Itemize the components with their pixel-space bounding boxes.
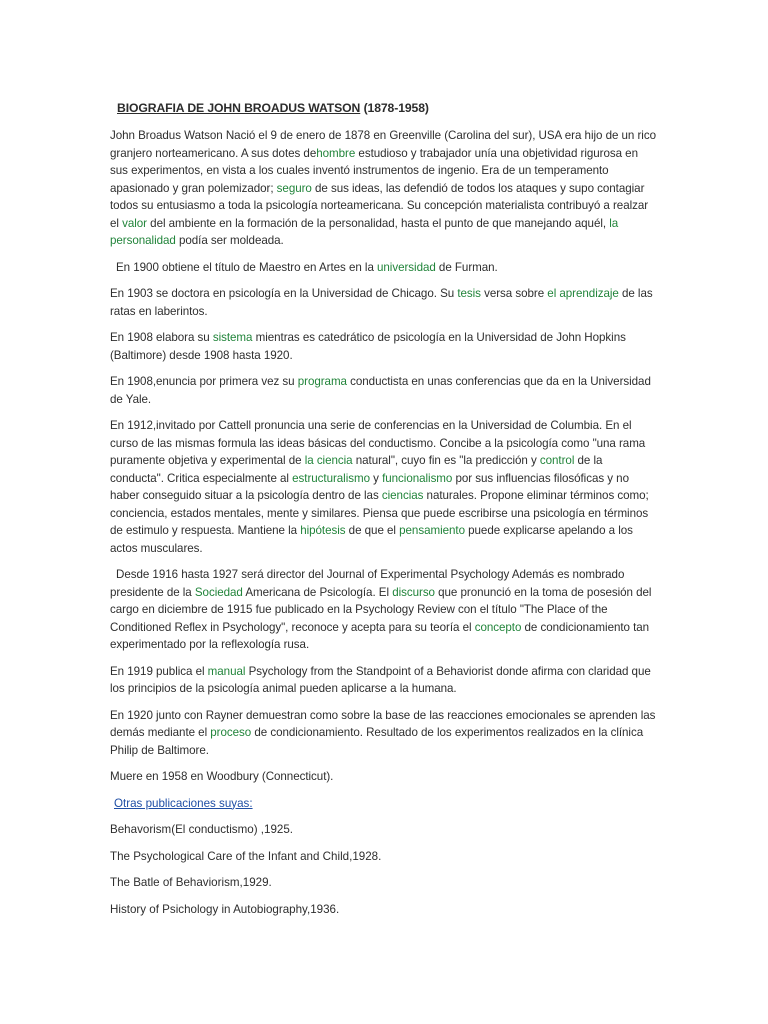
biography-paragraph: [110, 285, 658, 320]
paragraph-text: Desde 1916 hasta 1927 será director del Journal of Experimental Psychology Además es nombrado presidente de la: [110, 568, 625, 599]
paragraph-text: Psychology from the Standpoint of a Behaviorist donde afirma con claridad que los principios de la psicología animal pueden aplicarse a la humana.: [110, 664, 651, 695]
title-years: (1878-1958): [363, 101, 429, 115]
paragraph-text: y: [369, 471, 383, 485]
paragraph-text: versa sobre: [480, 287, 548, 300]
biography-paragraph: [110, 373, 658, 408]
paragraph-text: Americana de Psicología. El: [242, 585, 393, 599]
inline-link[interactable]: concepto: [474, 620, 522, 634]
paragraph-text: En 1903 se doctora en psicología en la Universidad de Chicago. Su: [110, 287, 458, 300]
biography-paragraph: [110, 663, 658, 698]
biography-paragraph: [110, 417, 658, 557]
publication-item: The Psychological Care of the Infant and Child,1928.: [110, 849, 382, 863]
inline-link[interactable]: hombre: [316, 146, 356, 160]
inline-link[interactable]: valor: [122, 216, 147, 230]
publication-item: Behavorism(El conductismo) ,1925.: [110, 823, 294, 836]
inline-link[interactable]: la ciencia: [304, 454, 353, 467]
biography-paragraph: [110, 707, 658, 760]
inline-link[interactable]: Sociedad: [194, 585, 243, 599]
paragraph-text: puede explicarse apelando a los actos musculares.: [110, 524, 633, 555]
publications-heading-text[interactable]: Otras publicaciones suyas:: [114, 796, 253, 810]
paragraph-text: En 1908 elabora su: [110, 331, 213, 344]
inline-link[interactable]: pensamiento: [399, 524, 465, 537]
publications-heading: [110, 795, 658, 813]
paragraph-text: podía ser moldeada.: [175, 234, 284, 247]
title-name: BIOGRAFIA DE JOHN BROADUS WATSON: [117, 101, 361, 115]
inline-link[interactable]: la personalidad: [110, 216, 619, 247]
paragraph-text: En 1900 obtiene el título de Maestro en Artes en la: [116, 260, 378, 274]
paragraph-text: Muere en 1958 en Woodbury (Connecticut).: [110, 770, 334, 783]
paragraph-text: natural", cuyo fin es "la predicción y: [352, 454, 540, 467]
inline-link[interactable]: el aprendizaje: [547, 287, 619, 300]
paragraph-text: de condicionamiento. Resultado de los experimentos realizados en la clínica Philip de Baltimore.: [110, 726, 644, 757]
biography-paragraphs: [110, 127, 658, 786]
paragraph-text: de que el: [345, 524, 400, 537]
biography-paragraph: [110, 566, 658, 654]
inline-link[interactable]: hipótesis: [300, 524, 346, 537]
document-title: [117, 101, 429, 115]
paragraph-text: mientras es catedrático de psicología en la Universidad de John Hopkins (Baltimore) desde 1908 hasta 1920.: [110, 331, 626, 362]
document-body: [110, 127, 658, 927]
paragraph-text: que pronunció en la toma de posesión del cargo en diciembre de 1915 fue publicado en la Psychology Review con el título "The Place of the Conditioned Reflex in Psychology", reconoce y acepta para su teoría el: [110, 585, 652, 634]
paragraph-text: estudioso y trabajador unía una objetividad rigurosa en sus experimentos, en vista a los cuales inventó instrumentos de ingenio. Era de un temperamento apasionado y gran polemizador;: [110, 146, 638, 195]
paragraph-text: naturales. Propone eliminar términos como; conciencia, estados mentales, mente y similares. Piensa que puede escribirse una psicología en términos de estimulo y respuesta. Mantiene la: [110, 489, 649, 537]
inline-link[interactable]: tesis: [457, 287, 481, 300]
inline-link[interactable]: control: [539, 454, 575, 467]
paragraph-text: de sus ideas, las defendió de todos los ataques y supo contagiar todos su entusiasmo a toda la psicología norteamericana. Su concepción materialista contribuyó a realzar el: [110, 181, 649, 230]
publications-list: [110, 821, 658, 918]
inline-link[interactable]: estructuralismo: [292, 471, 370, 485]
paragraph-text: En 1908,enuncia por primera vez su: [110, 375, 298, 388]
paragraph-text: En 1919 publica el: [110, 664, 208, 678]
inline-link[interactable]: seguro: [276, 181, 312, 195]
inline-link[interactable]: programa: [297, 375, 347, 388]
inline-link[interactable]: funcionalismo: [382, 471, 453, 485]
inline-link[interactable]: manual: [207, 664, 246, 678]
inline-link[interactable]: proceso: [210, 726, 252, 739]
paragraph-text: del ambiente en la formación de la personalidad, hasta el punto de que manejando aquél,: [147, 216, 610, 230]
biography-paragraph: [110, 259, 658, 277]
paragraph-text: de condicionamiento tan experimentado por la reflexología rusa.: [110, 620, 650, 651]
inline-link[interactable]: ciencias: [381, 489, 424, 502]
publication-item: The Batle of Behaviorism,1929.: [110, 876, 272, 889]
paragraph-text: de la conducta". Critica especialmente al: [110, 454, 603, 485]
biography-paragraph: [110, 768, 658, 786]
paragraph-text: conductista en unas conferencias que da en la Universidad de Yale.: [110, 375, 651, 406]
paragraph-text: de las ratas en laberintos.: [110, 287, 653, 318]
biography-paragraph: [110, 127, 658, 250]
inline-link[interactable]: universidad: [377, 260, 436, 274]
paragraph-text: por sus influencias filosóficas y no haber conseguido situar a la psicología dentro de las: [110, 471, 629, 502]
paragraph-text: En 1920 junto con Rayner demuestran como sobre la base de las reacciones emocionales se aprenden las demás mediante el: [110, 708, 656, 739]
biography-paragraph: [110, 329, 658, 364]
paragraph-text: de Furman.: [435, 260, 498, 274]
publication-item: History of Psichology in Autobiography,1936.: [110, 902, 340, 916]
inline-link[interactable]: sistema: [212, 331, 253, 344]
inline-link[interactable]: discurso: [392, 585, 435, 599]
paragraph-text: En 1912,invitado por Cattell pronuncia una serie de conferencias en la Universidad de Columbia. En el curso de las mismas formula las ideas básicas del conductismo. Concibe a la psicología como "una rama puramente objetiva y experimental de: [110, 419, 646, 467]
paragraph-text: John Broadus Watson Nació el 9 de enero de 1878 en Greenville (Carolina del sur), USA era hijo de un rico granjero norteamericano. A sus dotes de: [110, 129, 656, 160]
